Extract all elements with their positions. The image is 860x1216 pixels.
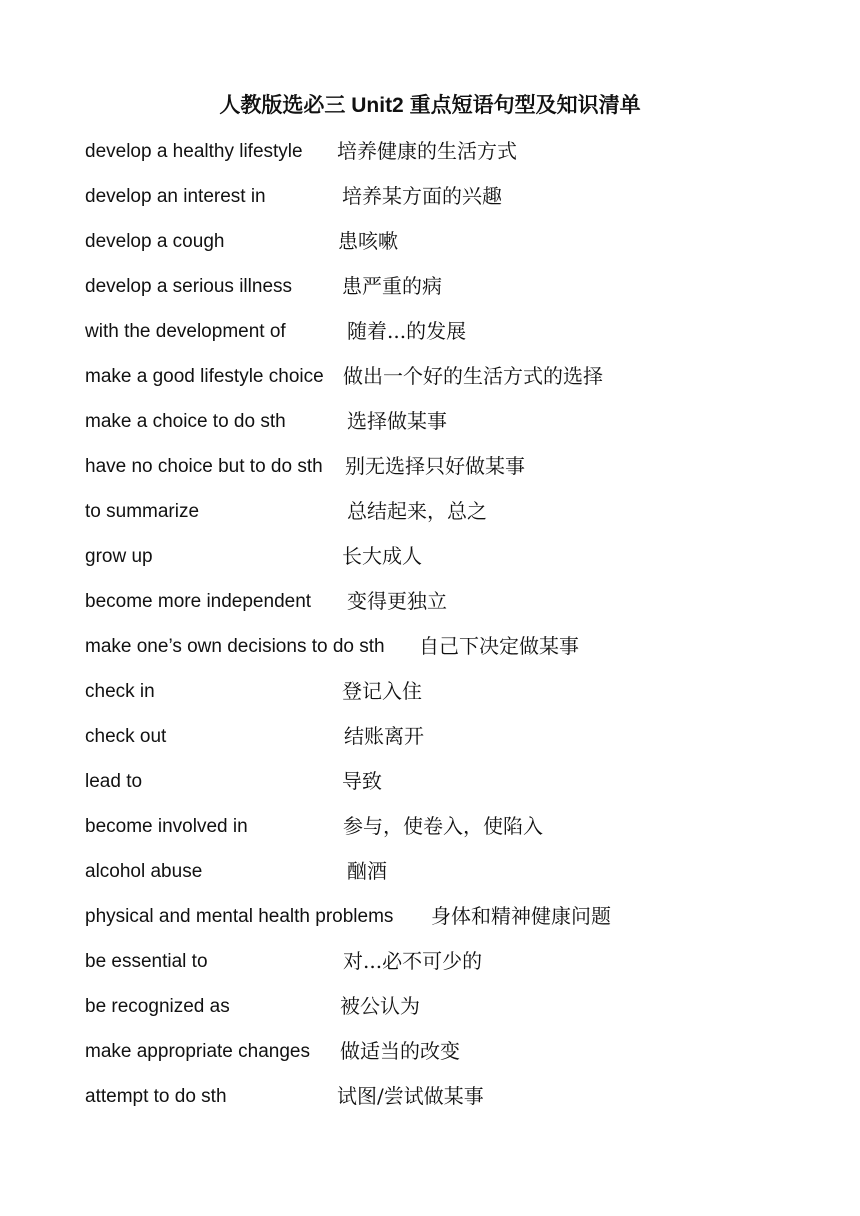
phrase-chinese: 对...必不可少的 (343, 949, 483, 973)
phrase-row (85, 632, 825, 677)
phrase-row (85, 317, 825, 362)
phrase-list (85, 137, 825, 1127)
phrase-row (85, 1082, 825, 1127)
phrase-english: make a choice to do sth (85, 411, 286, 432)
phrase-row (85, 182, 825, 227)
phrase-chinese: 结账离开 (344, 724, 424, 748)
phrase-row (85, 542, 825, 587)
phrase-chinese: 患咳嗽 (338, 229, 398, 253)
phrase-row (85, 992, 825, 1037)
phrase-english: have no choice but to do sth (85, 456, 323, 477)
phrase-chinese: 酗酒 (347, 859, 387, 883)
phrase-row (85, 1037, 825, 1082)
phrase-english: alcohol abuse (85, 861, 203, 882)
phrase-chinese: 自己下决定做某事 (419, 634, 579, 658)
phrase-row (85, 902, 825, 947)
phrase-english: make one’s own decisions to do sth (85, 636, 385, 657)
phrase-chinese: 导致 (342, 769, 382, 793)
phrase-chinese: 身体和精神健康问题 (431, 904, 611, 928)
phrase-row (85, 857, 825, 902)
phrase-english: lead to (85, 771, 143, 792)
phrase-chinese: 做适当的改变 (340, 1039, 460, 1063)
phrase-chinese: 别无选择只好做某事 (345, 454, 525, 478)
phrase-chinese: 随着...的发展 (347, 319, 467, 343)
phrase-row (85, 947, 825, 992)
phrase-chinese: 患严重的病 (342, 274, 442, 298)
phrase-row (85, 452, 825, 497)
phrase-chinese: 登记入住 (342, 679, 422, 703)
phrase-chinese: 培养健康的生活方式 (337, 139, 517, 163)
phrase-chinese: 长大成人 (342, 544, 422, 568)
phrase-row (85, 767, 825, 812)
phrase-chinese: 试图/尝试做某事 (337, 1084, 484, 1108)
phrase-row (85, 137, 825, 182)
phrase-english: develop an interest in (85, 186, 266, 207)
phrase-english: physical and mental health problems (85, 906, 394, 927)
phrase-chinese: 被公认为 (340, 994, 420, 1018)
phrase-english: with the development of (85, 321, 286, 342)
phrase-chinese: 总结起来，总之 (347, 499, 487, 523)
phrase-english: grow up (85, 546, 153, 567)
phrase-english: develop a serious illness (85, 276, 293, 297)
phrase-english: check out (85, 726, 167, 747)
document-title: 人教版选必三 Unit2 重点短语句型及知识清单 (219, 94, 641, 117)
phrase-english: make a good lifestyle choice (85, 366, 324, 387)
phrase-english: become more independent (85, 591, 312, 612)
phrase-row (85, 722, 825, 767)
phrase-chinese: 做出一个好的生活方式的选择 (343, 364, 603, 388)
phrase-chinese: 选择做某事 (347, 409, 447, 433)
phrase-row (85, 587, 825, 632)
phrase-english: be essential to (85, 951, 208, 972)
phrase-row (85, 677, 825, 722)
phrase-english: develop a cough (85, 231, 225, 252)
phrase-english: attempt to do sth (85, 1086, 227, 1107)
phrase-row (85, 812, 825, 857)
phrase-row (85, 227, 825, 272)
phrase-english: become involved in (85, 816, 248, 837)
phrase-english: make appropriate changes (85, 1041, 310, 1062)
phrase-chinese: 参与，使卷入，使陷入 (343, 814, 543, 838)
phrase-chinese: 变得更独立 (347, 589, 447, 613)
phrase-english: check in (85, 681, 155, 702)
phrase-chinese: 培养某方面的兴趣 (342, 184, 502, 208)
phrase-row (85, 407, 825, 452)
phrase-row (85, 272, 825, 317)
phrase-english: be recognized as (85, 996, 230, 1017)
phrase-row (85, 497, 825, 542)
phrase-row (85, 362, 825, 407)
phrase-english: to summarize (85, 501, 200, 522)
phrase-english: develop a healthy lifestyle (85, 141, 303, 162)
